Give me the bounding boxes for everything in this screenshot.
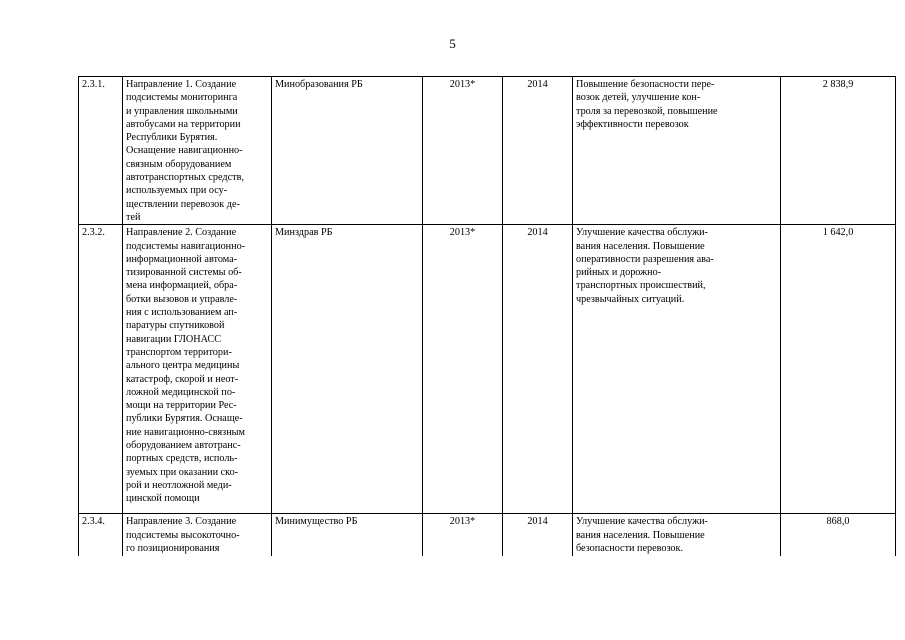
end-year: 2014 [503,225,573,514]
direction-description [123,514,272,556]
direction-description [123,225,272,514]
end-year: 2014 [503,514,573,556]
direction-text: Направление 3. Создание подсистемы высокоточно- го позиционирования [126,516,240,554]
responsible-organization: Минимущество РБ [272,514,423,556]
table-row [79,77,896,225]
start-year: 2013* [423,514,503,556]
start-year: 2013* [423,77,503,225]
direction-description [123,77,272,225]
row-number: 2.3.2. [79,225,123,514]
responsible-organization: Минобразования РБ [272,77,423,225]
responsible-organization: Минздрав РБ [272,225,423,514]
row-number: 2.3.1. [79,77,123,225]
expected-result [573,514,781,556]
page-number: 5 [449,36,456,51]
expected-result [573,77,781,225]
row-number: 2.3.4. [79,514,123,556]
expected-result [573,225,781,514]
result-text: Улучшение качества обслужи- вания населения. Повышение безопасности перевозок. [576,516,708,554]
funding-amount: 2 838,9 [781,77,896,225]
start-year: 2013* [423,225,503,514]
result-text: Повышение безопасности пере- возок детей, улучшение кон- троля за перевозкой, повышение эффективности перевозок [576,79,718,130]
direction-text: Направление 2. Создание подсистемы навигационно- информационной автома- тизированной системы об- мена информацией, обра- ботки вызовов и управле- ния с использованием ап- паратуры спутниковой навигации ГЛОНАСС транспортом территори- ального центра медицины катастроф, скорой и неот- ложной медицинской по- мощи на территории Рес- публики Бурятия. Оснаще- ние навигационно-связным оборудованием автотранс- портных средств, исполь- зуемых при оказании ско- рой и неотложной меди- цинской помощи [126,227,246,505]
result-text: Улучшение качества обслужи- вания населения. Повышение оперативности разрешения ава- рийных и дорожно- транспортных происшествий, чрезвычайных ситуаций. [576,227,714,305]
table-row [79,514,896,556]
funding-amount: 1 642,0 [781,225,896,514]
direction-text: Направление 1. Создание подсистемы мониторинга и управления школьными автобусами на территории Республики Бурятия. Оснащение навигационно- связным оборудованием автотранспортных средств, используемых при осу- ществлении перевозок де- тей [126,79,244,223]
funding-amount: 868,0 [781,514,896,556]
program-activities-table [78,76,896,556]
table-row [79,225,896,514]
end-year: 2014 [503,77,573,225]
